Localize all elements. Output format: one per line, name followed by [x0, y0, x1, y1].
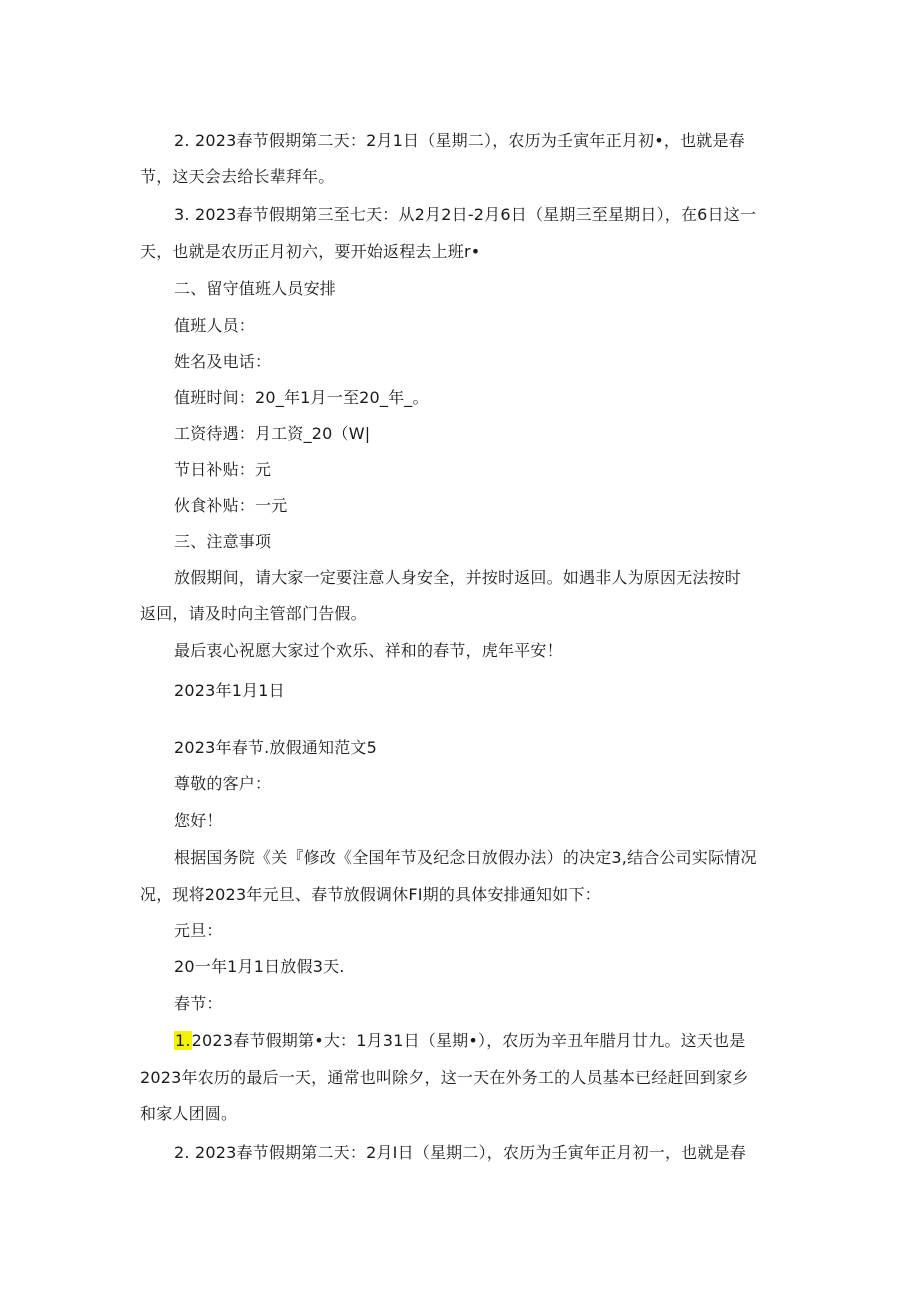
day2-repeat-paragraph-line1: 2. 2023春节假期第二天：2月I日（星期二），农历为壬寅年正月初一，也就是春 — [174, 1143, 746, 1162]
new-year-detail: 20一年1月1日放假3天. — [174, 957, 345, 976]
intro-paragraph-line1: 根据国务院《关『修改《全国年节及纪念日放假办法）的决定3,结合公司实际情况 — [174, 848, 757, 867]
closing-wishes: 最后衷心祝愿大家过个欢乐、祥和的春节，虎年平安！ — [174, 641, 563, 660]
salutation: 尊敬的客户： — [174, 774, 272, 793]
section-heading-duty: 二、留守值班人员安排 — [174, 279, 337, 298]
duty-wage-label: 工资待遇：月工资_20（W| — [174, 424, 371, 443]
new-year-heading: 元旦： — [174, 921, 223, 940]
notes-paragraph-line1: 放假期间，请大家一定要注意人身安全，并按时返回。如遇非人为原因无法按时 — [174, 568, 742, 587]
day1-paragraph-line3: 和家人团圆。 — [140, 1104, 238, 1123]
holiday-allowance-label: 节日补贴：元 — [174, 460, 272, 479]
paragraph-day2-line2: 节，这天会去给长辈拜年。 — [140, 167, 335, 186]
section-heading-notes: 三、注意事项 — [174, 532, 272, 551]
duty-staff-label: 值班人员： — [174, 316, 256, 335]
day1-paragraph-line1 — [174, 1031, 745, 1051]
highlighted-list-number: 1. — [175, 1031, 191, 1050]
paragraph-day3-line1: 3. 2023春节假期第三至七天：从2月2日-2月6日（星期三至星期日），在6日这一 — [174, 205, 757, 224]
signature-date: 2023年1月1日 — [174, 681, 285, 700]
paragraph-day2-line1: 2. 2023春节假期第二天：2月1日（星期二），农历为壬寅年正月初•，也就是春 — [174, 131, 745, 150]
duty-time-label: 值班时间：20_年1月一至20_年_。 — [174, 388, 429, 407]
day1-paragraph-line1-text: 2023春节假期第•大：1月31日（星期•），农历为辛丑年腊月廿九。这天也是 — [191, 1031, 746, 1050]
sample-title: 2023年春节.放假通知范文5 — [174, 738, 377, 757]
greeting: 您好！ — [174, 811, 223, 830]
notes-paragraph-line2: 返回，请及时向主管部门告假。 — [140, 604, 367, 623]
meal-allowance-label: 伙食补贴：一元 — [174, 496, 288, 515]
intro-paragraph-line2: 况，现将2023年元旦、春节放假调休FI期的具体安排通知如下： — [140, 885, 601, 904]
paragraph-day3-line2: 天，也就是农历正月初六，要开始返程去上班r• — [140, 242, 481, 261]
day1-paragraph-line2: 2023年农历的最后一天，通常也叫除夕，这一天在外务工的人员基本已经赶回到家乡 — [140, 1068, 749, 1087]
duty-name-phone-label: 姓名及电话： — [174, 352, 272, 371]
spring-festival-heading: 春节： — [174, 994, 223, 1013]
